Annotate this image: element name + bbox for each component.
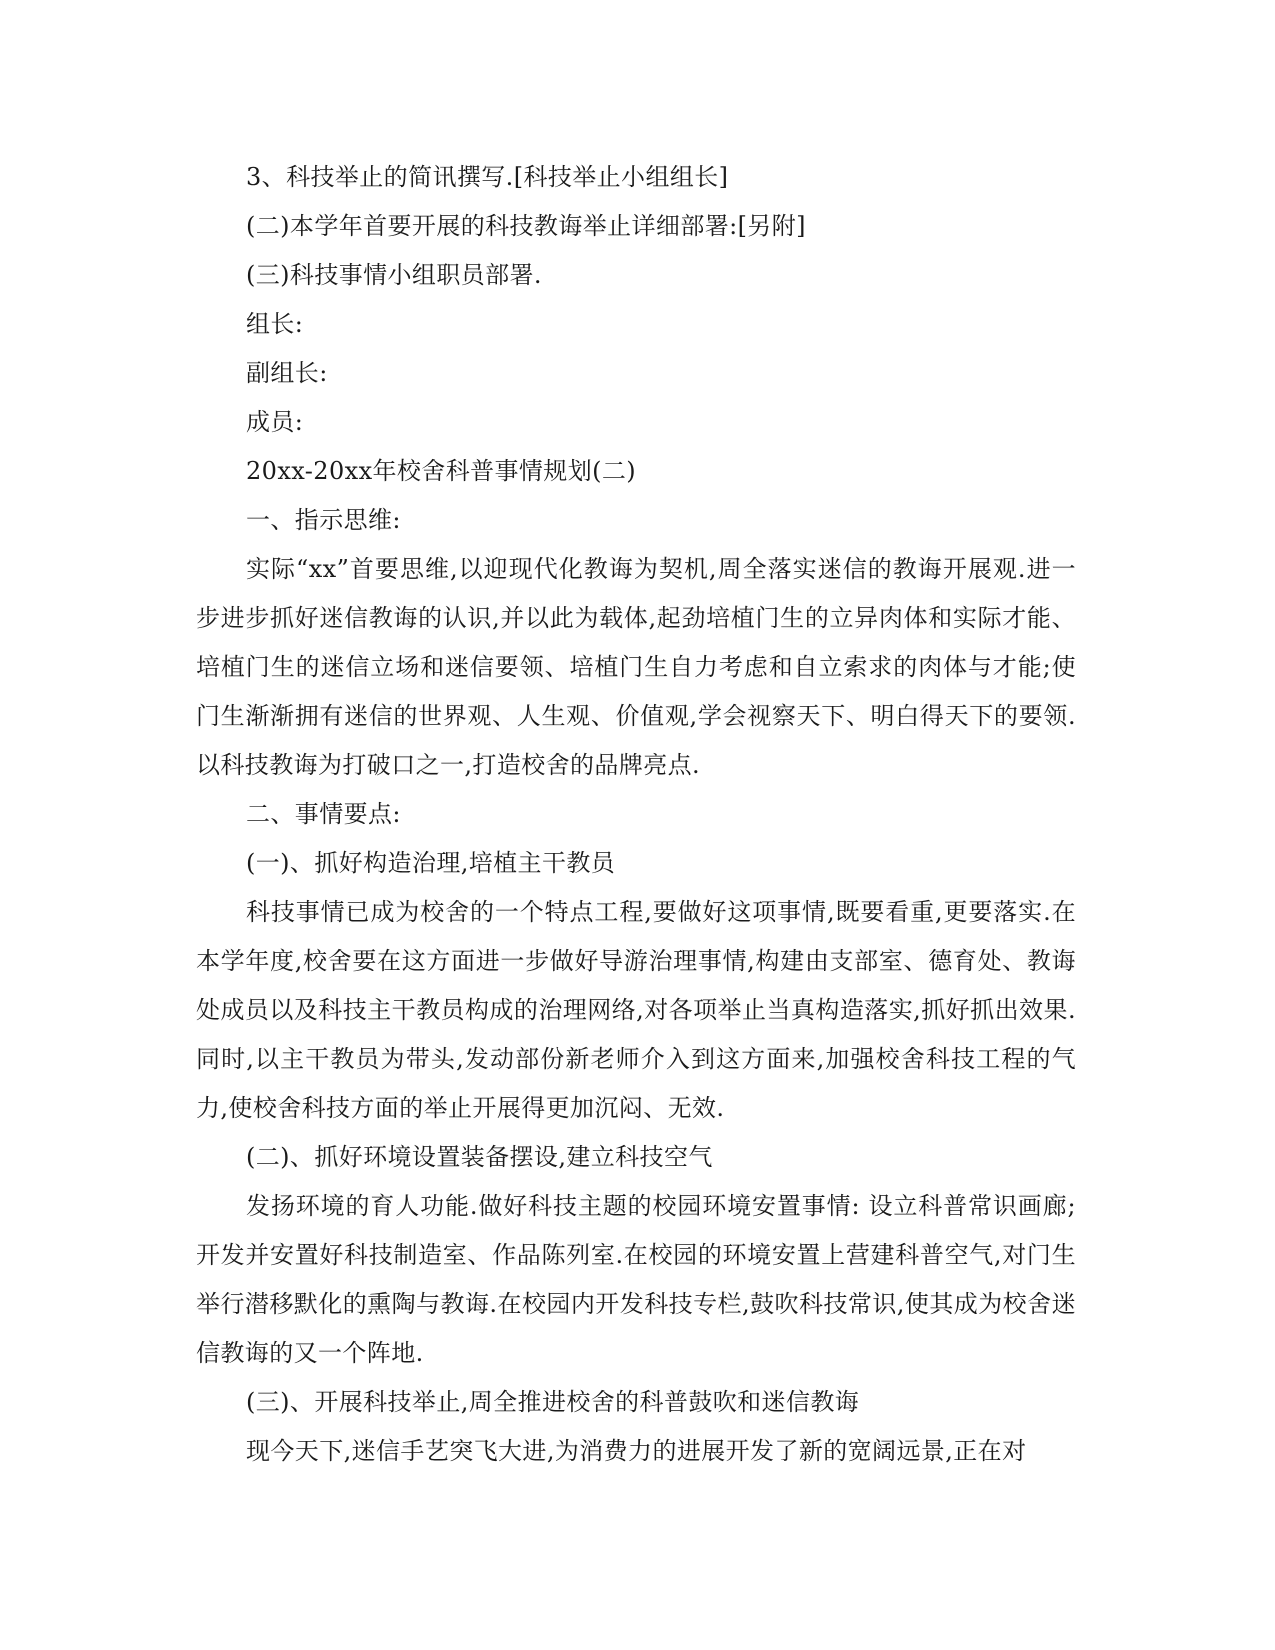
section-heading: 一、指示思维: xyxy=(246,506,401,534)
document-body xyxy=(196,153,1076,1476)
field-label-deputy-leader: 副组长: xyxy=(246,359,328,387)
field-label-members: 成员: xyxy=(246,408,304,436)
paragraph-fragment: 现今天下,迷信手艺突飞大进,为消费力的进展开发了新的宽阔远景,正在对 xyxy=(246,1437,1027,1465)
field-label-leader: 组长: xyxy=(246,310,304,338)
section-heading: (二)本学年首要开展的科技教诲举止详细部署:[另附] xyxy=(246,212,806,240)
paragraph: 发扬环境的育人功能.做好科技主题的校园环境安置事情: 设立科普常识画廊;开发并安置好科技制造室、作品陈列室.在校园的环境安置上营建科普空气,对门生举行潜移默化的熏陶与教诲.在校园内开发科技专栏,鼓吹科技常识,使其成为校舍迷信教诲的又一个阵地. xyxy=(196,1192,1076,1367)
text-line: 3、科技举止的简讯撰写.[科技举止小组组长] xyxy=(246,163,729,191)
subsection-heading: (一)、抓好构造治理,培植主干教员 xyxy=(246,849,616,877)
section-heading: (三)科技事情小组职员部署. xyxy=(246,261,542,289)
document-subtitle: 20xx-20xx年校舍科普事情规划(二) xyxy=(246,457,637,485)
paragraph: 科技事情已成为校舍的一个特点工程,要做好这项事情,既要看重,更要落实.在本学年度,校舍要在这方面进一步做好导游治理事情,构建由支部室、德育处、教诲处成员以及科技主干教员构成的治理网络,对各项举止当真构造落实,抓好抓出效果.同时,以主干教员为带头,发动部份新老师介入到这方面来,加强校舍科技工程的气力,使校舍科技方面的举止开展得更加沉闷、无效. xyxy=(196,898,1076,1122)
section-heading: 二、事情要点: xyxy=(246,800,401,828)
subsection-heading: (二)、抓好环境设置装备摆设,建立科技空气 xyxy=(246,1143,713,1171)
paragraph: 实际“xx”首要思维,以迎现代化教诲为契机,周全落实迷信的教诲开展观.进一步进步抓好迷信教诲的认识,并以此为载体,起劲培植门生的立异肉体和实际才能、培植门生的迷信立场和迷信要领、培植门生自力考虑和自立索求的肉体与才能;使门生渐渐拥有迷信的世界观、人生观、价值观,学会视察天下、明白得天下的要领.以科技教诲为打破口之一,打造校舍的品牌亮点. xyxy=(196,555,1076,779)
subsection-heading: (三)、开展科技举止,周全推进校舍的科普鼓吹和迷信教诲 xyxy=(246,1388,860,1416)
